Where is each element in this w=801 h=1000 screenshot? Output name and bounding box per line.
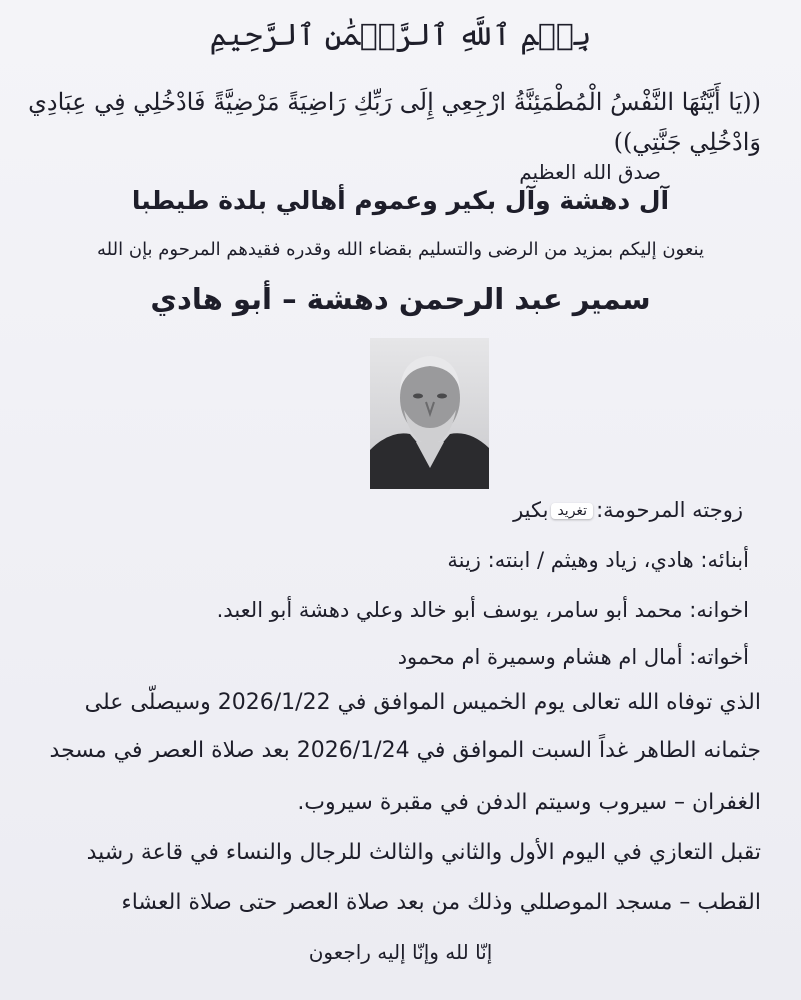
burial-line: الغفران – سيروب وسيتم الدفن في مقبرة سيروب. [297, 790, 761, 815]
sadaq-allah: صدق الله العظيم [519, 160, 661, 184]
name-tag-sticker: تغريد [551, 503, 593, 519]
condolences-line-1: تقبل التعازي في اليوم الأول والثاني والثالث للرجال والنساء في قاعة رشيد [86, 840, 761, 865]
deceased-name: سمير عبد الرحمن دهشة – أبو هادي [150, 282, 651, 316]
deceased-photo [370, 338, 489, 489]
condolences-line-2: القطب – مسجد الموصللي وذلك من بعد صلاة العصر حتى صلاة العشاء [121, 890, 761, 915]
wife-surname: بكير [513, 498, 549, 522]
sisters-line: أخواته: أمال ام هشام وسميرة ام محمود [397, 645, 749, 669]
basmala: بِسۡمِ ٱللَّهِ ٱلرَّحۡمَٰنِ ٱلرَّحِيمِ [209, 18, 592, 53]
sons-line: أبنائه: هادي، زياد وهيثم / ابنته: زينة [447, 548, 749, 572]
brothers-line: اخوانه: محمد أبو سامر، يوسف أبو خالد وعلي دهشة أبو العبد. [216, 598, 749, 622]
prayer-line: جثمانه الطاهر غداً السبت الموافق في 2026/1/24 بعد صلاة العصر في مسجد [49, 738, 761, 763]
death-date-line: الذي توفاه الله تعالى يوم الخميس الموافق في 2026/1/22 وسيصلّى على [84, 690, 761, 715]
announcement-line: ينعون إليكم بمزيد من الرضى والتسليم بقضاء الله وقدره فقيدهم المرحوم بإن الله [97, 239, 704, 260]
families-heading: آل دهشة وآل بكير وعموم أهالي بلدة طيطبا [131, 186, 670, 215]
wife-line [513, 498, 743, 522]
quran-verse-line-1: ((يَا أَيَّتُهَا النَّفْسُ الْمُطْمَئِنَّةُ ارْجِعِي إِلَى رَبِّكِ رَاضِيَةً مَرْضِيَّةً فَادْخُلِي فِي عِبَادِي [28, 88, 761, 116]
closing-phrase: إنّا لله وإنّا إليه راجعون [308, 940, 493, 964]
quran-verse-line-2: وَادْخُلِي جَنَّتِي)) [613, 128, 761, 156]
wife-label: زوجته المرحومة: [596, 498, 743, 522]
portrait-image [370, 338, 489, 489]
